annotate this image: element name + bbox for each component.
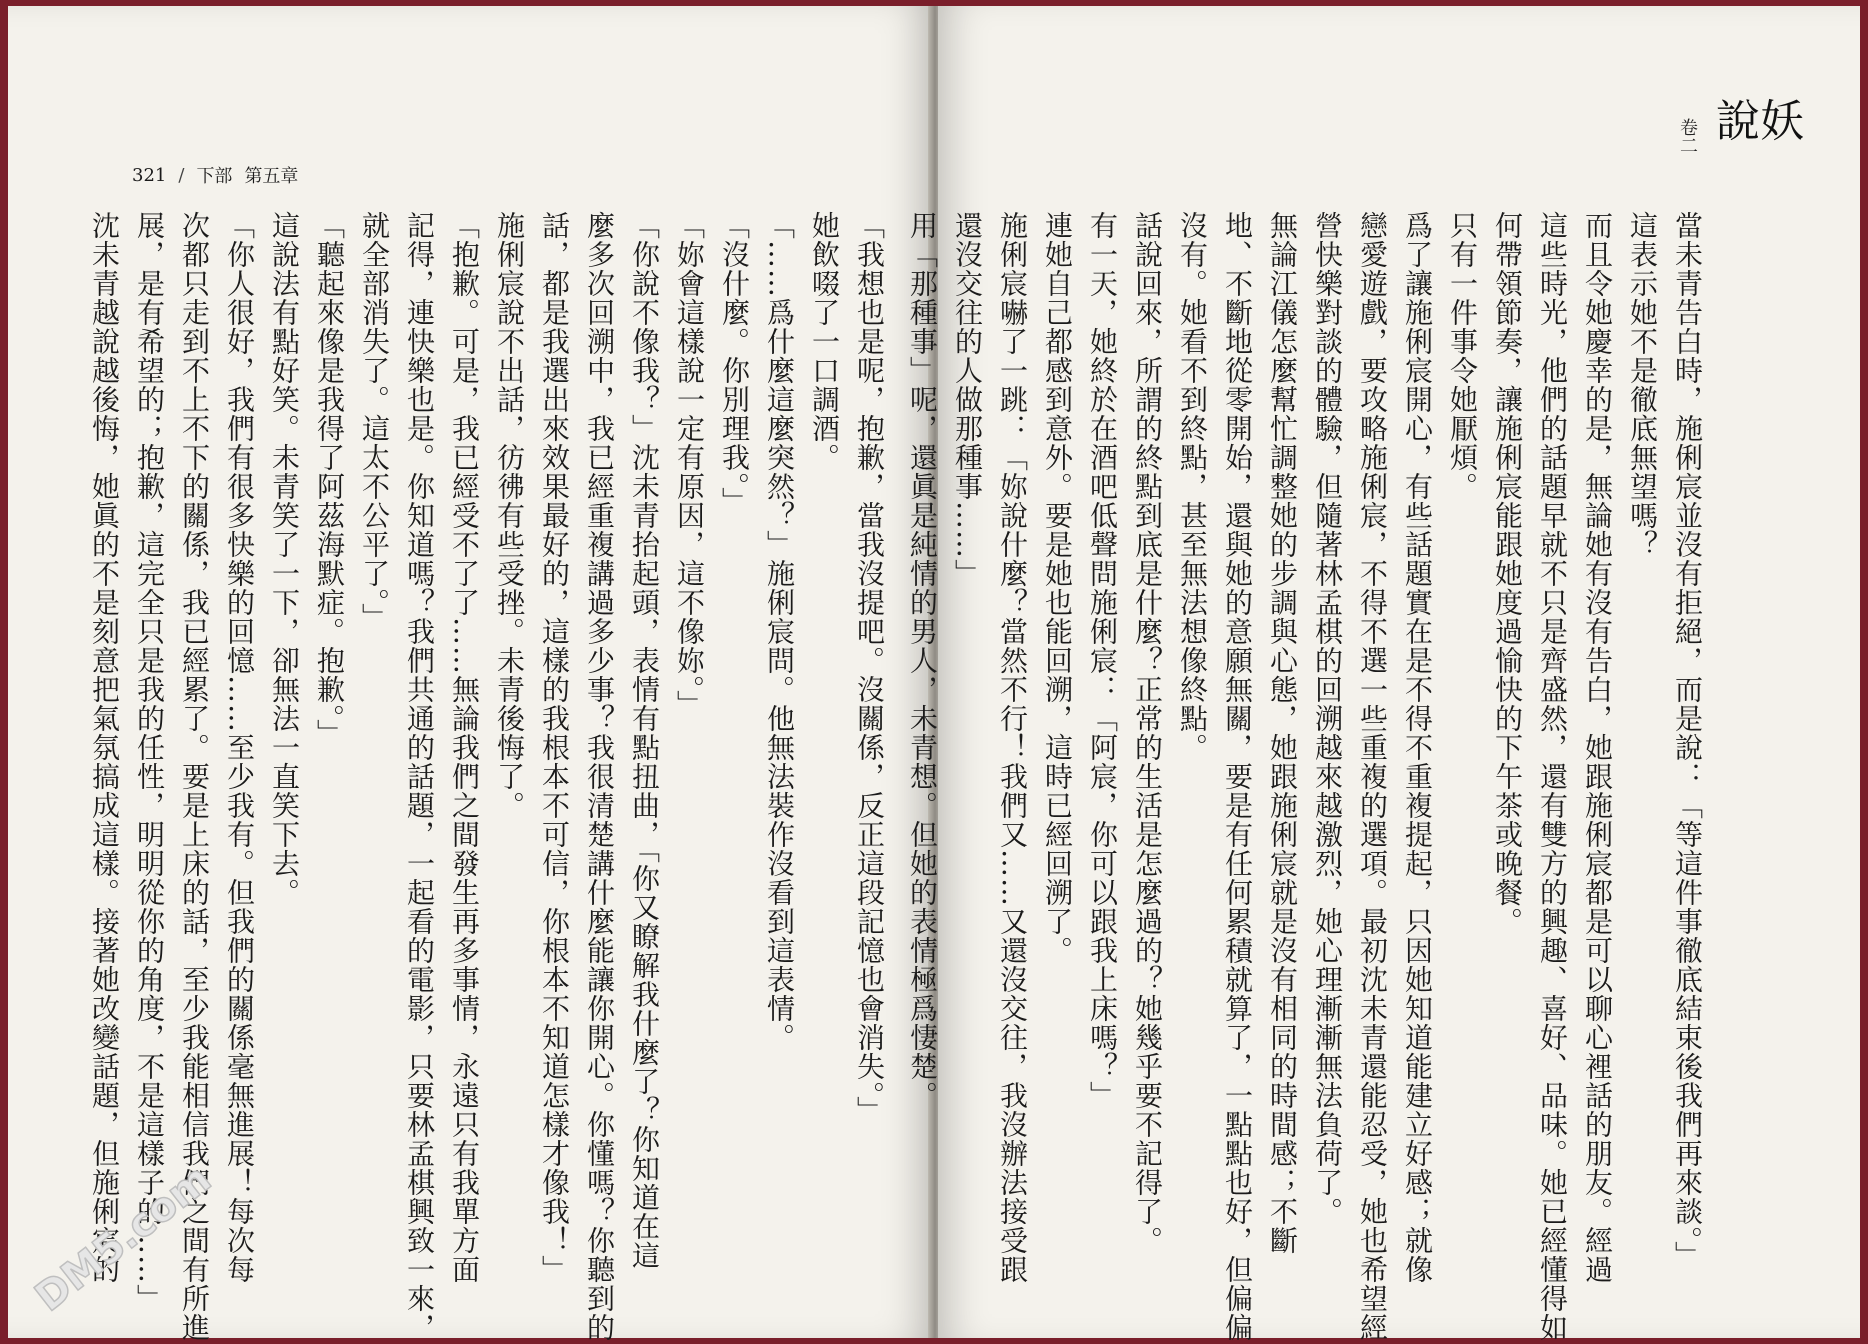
- text-column: 記得，連快樂也是。你知道嗎？我們共通的話題，一起看的電影，只要林孟棋興致一來，: [403, 211, 436, 1342]
- text-column: 麼多次回溯中，我已經重複講過多少事？我很清楚講什麼能讓你開心。你懂嗎？你聽到的: [583, 211, 616, 1342]
- text-column: 施俐宸說不出話，彷彿有些受挫。未青後悔了。: [493, 211, 526, 820]
- text-column: 當未青告白時，施俐宸並沒有拒絕，而是說：「等這件事徹底結束後我們再來談。」: [1671, 211, 1704, 1270]
- text-column: 「聽起來像是我得了阿茲海默症。抱歉。」: [313, 211, 346, 748]
- open-book: [8, 6, 1860, 1342]
- text-column: 只有一件事令她厭煩。: [1446, 211, 1479, 501]
- book-title-calligraphy: [1700, 96, 1820, 216]
- text-column: 有一天，她終於在酒吧低聲問施俐宸：「阿宸，你可以跟我上床嗎？」: [1086, 211, 1119, 1110]
- text-column: 營快樂對談的體驗，但隨著林孟棋的回溯越來越激烈，她心理漸漸無法負荷了。: [1311, 211, 1344, 1226]
- text-column: 「妳會這樣說一定有原因，這不像妳。」: [673, 211, 706, 719]
- text-column: 而且令她慶幸的是，無論她有沒有告白，她跟施俐宸都是可以聊心裡話的朋友。經過: [1581, 211, 1614, 1284]
- text-column: 還沒交往的人做那種事……」: [951, 211, 984, 588]
- header-separator: /: [178, 164, 185, 186]
- text-column: 話，都是我選出來效果最好的，這樣的我根本不可信，你根本不知道怎樣才像我！」: [538, 211, 571, 1284]
- text-column: 話說回來，所謂的終點到底是什麼？正常的生活是怎麼過的？她幾乎要不記得了。: [1131, 211, 1164, 1255]
- text-column: 地、不斷地從零開始，還與她的意願無關，要是有任何累積就算了，一點點也好，但偏偏: [1221, 211, 1254, 1342]
- text-column: 連她自己都感到意外。要是她也能回溯，這時已經回溯了。: [1041, 211, 1074, 965]
- text-column: 她飲啜了一口調酒。: [808, 211, 841, 472]
- text-column: 「抱歉。可是，我已經受不了了……無論我們之間發生再多事情，永遠只有我單方面: [448, 211, 481, 1284]
- right-text-columns: [906, 211, 1710, 1342]
- text-column: 沒有。她看不到終點，甚至無法想像終點。: [1176, 211, 1209, 762]
- svg-text:DM5.com: DM5.com: [26, 1155, 220, 1321]
- text-column: 施俐宸嚇了一跳：「妳說什麼？當然不行！我們又……又還沒交往，我沒辦法接受跟: [996, 211, 1029, 1284]
- right-page: [906, 6, 1860, 1342]
- text-column: 「沒什麼。你別理我。」: [718, 211, 751, 516]
- site-watermark-icon: [16, 1155, 220, 1336]
- text-column: 「我想也是呢，抱歉，當我沒提吧。沒關係，反正這段記憶也會消失。」: [853, 211, 886, 1125]
- chapter-label: 第五章: [244, 166, 299, 187]
- text-column: 戀愛遊戲，要攻略施俐宸，不得不選一些重複的選項。最初沈未青還能忍受，她也希望經: [1356, 211, 1389, 1342]
- text-column: 何帶領節奏，讓施俐宸能跟她度過愉快的下午茶或晚餐。: [1491, 211, 1524, 936]
- text-column: 「你說不像我？」沈未青抬起頭，表情有點扭曲，「你又瞭解我什麼了？你知道在這: [628, 211, 661, 1270]
- text-column: 爲了讓施俐宸開心，有些話題實在是不得不重複提起，只因她知道能建立好感；就像: [1401, 211, 1434, 1284]
- text-column: 無論江儀怎麼幫忙調整她的步調與心態，她跟施俐宸就是沒有相同的時間感；不斷: [1266, 211, 1299, 1255]
- svg-text:說妖: 說妖: [1716, 96, 1804, 147]
- text-column: 展，是有希望的；抱歉，這完全只是我的任性，明明從你的角度，不是這樣子的……」: [133, 211, 166, 1313]
- volume-label: 卷二: [1677, 118, 1698, 154]
- text-column: 這說法有點好笑。未青笑了一下，卻無法一直笑下去。: [268, 211, 301, 907]
- text-column: 次都只走到不上不下的關係，我已經累了。要是上床的話，至少我能相信我們之間有所進: [178, 211, 211, 1342]
- text-column: 「你人很好，我們有很多快樂的回憶……至少我有。但我們的關係毫無進展！每次每: [223, 211, 256, 1284]
- text-column: 這些時光，他們的話題早就不只是齊盛然，還有雙方的興趣、喜好、品味。她已經懂得如: [1536, 211, 1569, 1342]
- running-header: [132, 162, 298, 188]
- left-page: [8, 6, 932, 1342]
- part-label: 下部: [196, 166, 233, 187]
- text-column: 用「那種事」呢，還眞是純情的男人，未青想。但她的表情極爲悽楚。: [906, 211, 939, 1110]
- text-column: 這表示她不是徹底無望嗎？: [1626, 211, 1659, 559]
- page-number: 321: [132, 164, 167, 186]
- text-column: 就全部消失了。這太不公平了。」: [358, 211, 391, 632]
- text-column: 沈未青越說越後悔，她眞的不是刻意把氣氛搞成這樣。接著她改變話題，但施俐宸的: [88, 211, 121, 1284]
- text-column: 「……爲什麼這麼突然？」施俐宸問。他無法裝作沒看到這表情。: [763, 211, 796, 1052]
